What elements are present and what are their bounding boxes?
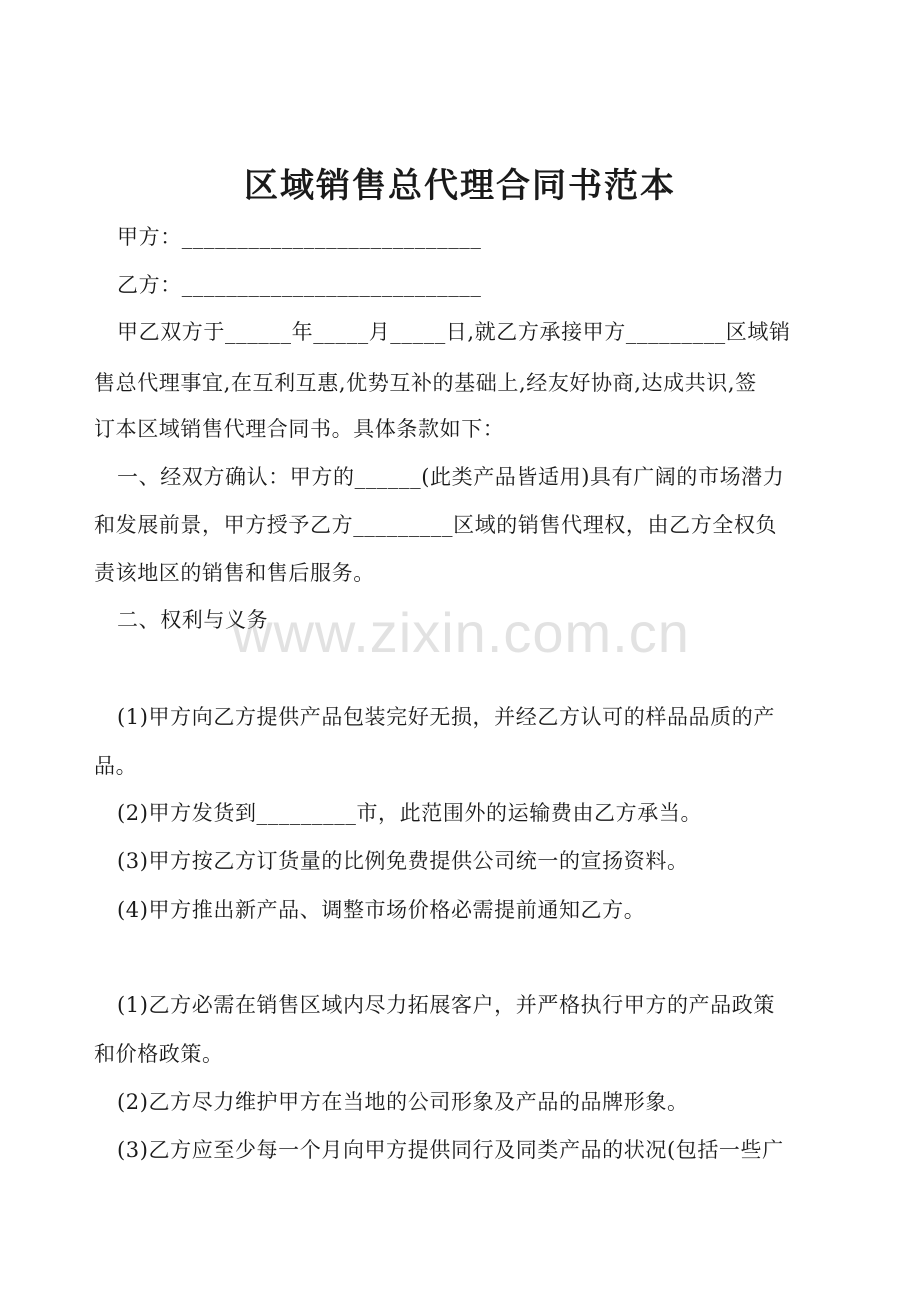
paragraph-line: 售总代理事宜,在互利互惠,优势互补的基础上,经友好协商,达成共识,签 — [94, 371, 757, 395]
paragraph-line: 甲乙双方于______年_____月_____日,就乙方承接甲方_________区域销 — [117, 320, 791, 344]
document-title: 区域销售总代理合同书范本 — [244, 166, 676, 206]
clause-line: (4)甲方推出新产品、调整市场价格必需提前通知乙方。 — [117, 898, 646, 922]
paragraph-line: 一、经双方确认：甲方的______(此类产品皆适用)具有广阔的市场潜力 — [117, 465, 785, 489]
paragraph-line: 责该地区的销售和售后服务。 — [94, 561, 375, 585]
clause-line: 和价格政策。 — [94, 1042, 224, 1066]
clause-line: (1)乙方必需在销售区域内尽力拓展客户，并严格执行甲方的产品政策 — [117, 993, 775, 1017]
party-a-line: 甲方：___________________________ — [117, 225, 482, 249]
paragraph-line: 订本区域销售代理合同书。具体条款如下： — [94, 417, 505, 441]
clause-line: (1)甲方向乙方提供产品包装完好无损，并经乙方认可的样品品质的产 — [117, 705, 775, 729]
paragraph-line: 和发展前景，甲方授予乙方_________区域的销售代理权，由乙方全权负 — [94, 513, 778, 537]
clause-line: (2)乙方尽力维护甲方在当地的公司形象及产品的品牌形象。 — [117, 1090, 689, 1114]
party-b-line: 乙方：___________________________ — [117, 273, 482, 297]
section-heading: 二、权利与义务 — [117, 608, 269, 632]
clause-line: (3)甲方按乙方订货量的比例免费提供公司统一的宣扬资料。 — [117, 849, 689, 873]
clause-line: (2)甲方发货到_________市，此范围外的运输费由乙方承当。 — [117, 801, 703, 825]
clause-line: 品。 — [94, 754, 138, 778]
clause-line: (3)乙方应至少每一个月向甲方提供同行及同类产品的状况(包括一些广 — [117, 1138, 784, 1162]
watermark: www.zixin.com.cn — [232, 601, 690, 664]
